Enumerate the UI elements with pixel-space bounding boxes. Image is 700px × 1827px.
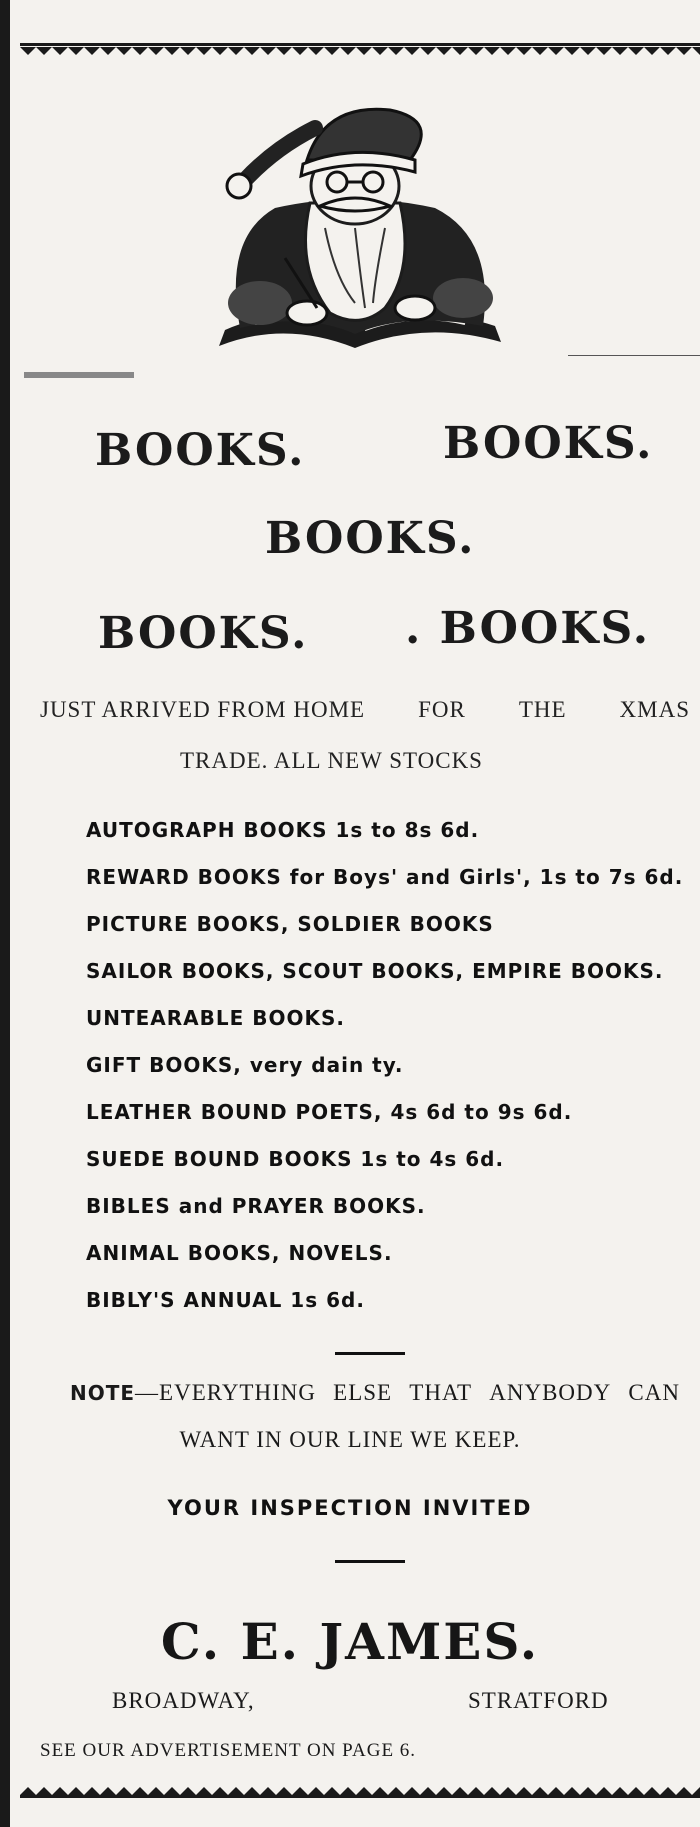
intro-word: XMAS [619,697,690,722]
list-item: REWARD BOOKS for Boys' and Girls', 1s to 7s 6d. [86,865,684,889]
list-item: GIFT BOOKS, very dain ty. [86,1053,404,1077]
note-word: THAT [409,1380,473,1405]
headline-books-row3-right: . BOOKS. [405,603,651,654]
list-item: ANIMAL BOOKS, NOVELS. [86,1241,393,1265]
list-item: BIBLES and PRAYER BOOKS. [86,1194,426,1218]
divider-rule-1 [335,1352,405,1355]
address-town: STRATFORD [468,1688,609,1713]
note-word: —EVERYTHING [135,1380,316,1405]
headline-books-row3-left: BOOKS. [98,608,309,659]
headline-books-row2-center: BOOKS. [265,513,476,564]
note-word: CAN [628,1380,680,1405]
list-item: UNTEARABLE BOOKS. [86,1006,346,1030]
note-line-1 [70,1380,680,1406]
list-item: SUEDE BOUND BOOKS 1s to 4s 6d. [86,1147,505,1171]
left-column-rule [0,0,10,1827]
intro-word: JUST ARRIVED FROM HOME [40,697,366,722]
see-advertisement-note: SEE OUR ADVERTISEMENT ON PAGE 6. [40,1740,417,1761]
note-line-2: WANT IN OUR LINE WE KEEP. [179,1427,521,1452]
note-word: ELSE [333,1380,393,1405]
divider-rule-2 [335,1560,405,1563]
intro-line-1 [40,697,690,723]
headline-books-row1-right: BOOKS. [443,418,654,469]
page-rule-left [24,372,134,378]
merchant-name: C. E. JAMES. [160,1612,540,1671]
intro-word: THE [518,697,567,722]
list-item: BIBLY'S ANNUAL 1s 6d. [86,1288,365,1312]
note-word: ANYBODY [489,1380,612,1405]
book-list [86,818,683,1335]
bottom-decorative-border [20,1782,700,1800]
address-street: BROADWAY, [112,1688,255,1713]
list-item: PICTURE BOOKS, SOLDIER BOOKS [86,912,494,936]
page-rule-right [568,355,700,356]
headline-books-row1-left: BOOKS. [95,425,306,476]
top-decorative-border [20,42,700,60]
list-item: AUTOGRAPH BOOKS 1s to 8s 6d. [86,818,480,842]
list-item: LEATHER BOUND POETS, 4s 6d to 9s 6d. [86,1100,573,1124]
santa-claus-illustration [215,98,505,363]
intro-line-2: TRADE. ALL NEW STOCKS [180,748,483,773]
intro-word: FOR [418,697,466,722]
inspection-invited: YOUR INSPECTION INVITED [167,1496,533,1520]
list-item: SAILOR BOOKS, SCOUT BOOKS, EMPIRE BOOKS. [86,959,664,983]
note-lead: NOTE [70,1381,136,1405]
